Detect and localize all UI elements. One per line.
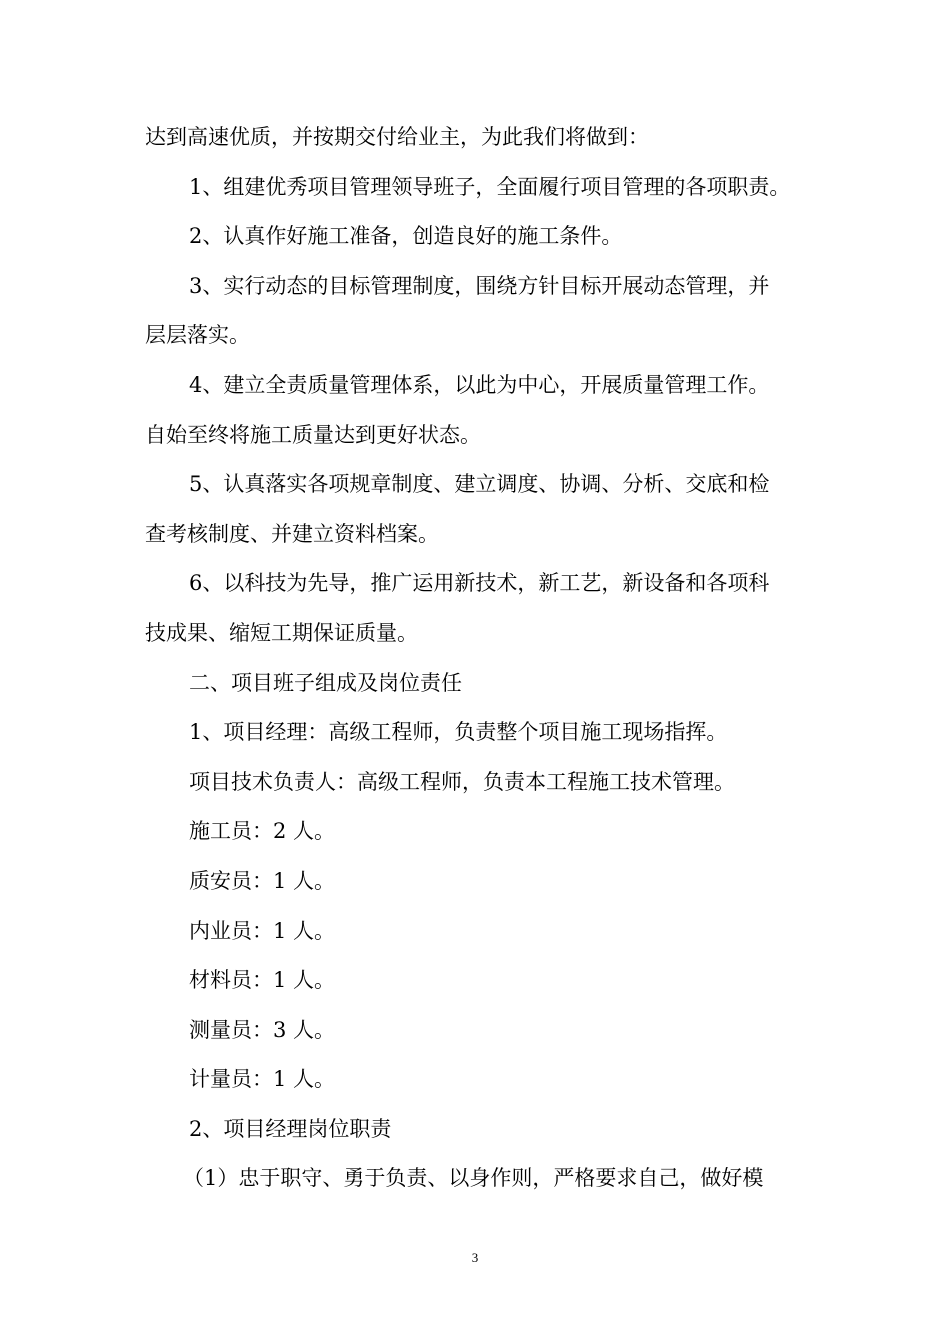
text-line-9: 查考核制度、并建立资料档案。 [145, 521, 439, 546]
text-line-5: 层层落实。 [145, 323, 250, 348]
document-body [145, 113, 810, 1204]
text-line-7: 自始至终将施工质量达到更好状态。 [145, 422, 481, 447]
text-line-1: 达到高速优质，并按期交付给业主，为此我们将做到： [145, 125, 649, 149]
text-line-2: 1、组建优秀项目管理领导班子，全面履行项目管理的各项职责。 [189, 174, 791, 199]
staff-item-office: 内业员：1 人。 [189, 918, 336, 943]
text-line-22: （1）忠于职守、勇于负责、以身作则，严格要求自己，做好模 [183, 1166, 764, 1191]
section-heading: 二、项目班子组成及岗位责任 [189, 670, 462, 695]
text-line-14: 项目技术负责人：高级工程师，负责本工程施工技术管理。 [189, 769, 735, 794]
subsection-heading: 2、项目经理岗位职责 [189, 1116, 392, 1141]
staff-item-metering: 计量员：1 人。 [189, 1067, 336, 1092]
text-line-4: 3、实行动态的目标管理制度，围绕方针目标开展动态管理，并 [189, 273, 770, 298]
page-number: 3 [471, 1250, 479, 1265]
text-line-3: 2、认真作好施工准备，创造良好的施工条件。 [189, 224, 623, 249]
staff-item-quality-safety: 质安员：1 人。 [189, 868, 336, 893]
staff-item-survey: 测量员：3 人。 [189, 1017, 336, 1042]
text-line-13: 1、项目经理：高级工程师，负责整个项目施工现场指挥。 [189, 720, 728, 745]
staff-item-materials: 材料员：1 人。 [189, 968, 336, 993]
text-line-11: 技成果、缩短工期保证质量。 [145, 620, 418, 645]
staff-item-construction: 施工员：2 人。 [189, 819, 336, 844]
text-line-8: 5、认真落实各项规章制度、建立调度、协调、分析、交底和检 [189, 472, 770, 497]
text-line-10: 6、以科技为先导，推广运用新技术，新工艺，新设备和各项科 [189, 571, 770, 596]
text-line-6: 4、建立全责质量管理体系，以此为中心，开展质量管理工作。 [189, 372, 770, 397]
